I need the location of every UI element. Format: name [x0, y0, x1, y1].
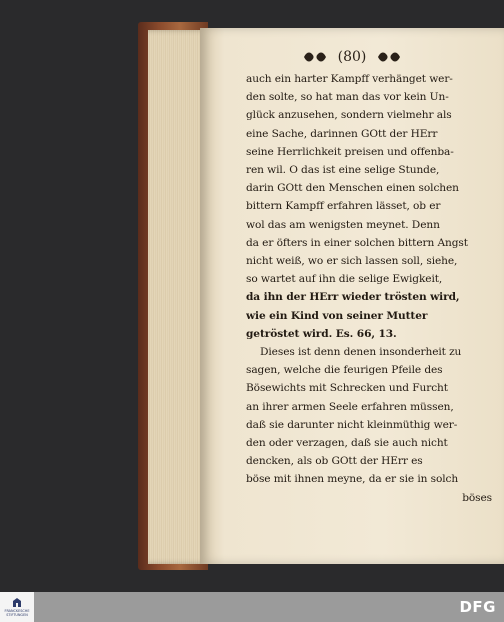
- text-line: seine Herrlichkeit preisen und offenba-: [246, 145, 454, 158]
- text-line: an ihrer armen Seele erfahren müssen,: [246, 400, 454, 413]
- library-logo[interactable]: [0, 592, 34, 622]
- text-line: darin GOtt den Menschen einen solchen: [246, 182, 459, 195]
- book: [138, 22, 504, 570]
- text-line: so wartet auf ihn die selige Ewigkeit,: [246, 273, 443, 286]
- text-line: bittern Kampff erfahren lässet, ob er: [246, 200, 441, 213]
- dfg-logo[interactable]: DFG: [459, 598, 496, 616]
- text-line: den solte, so hat man das vor kein Un-: [246, 91, 449, 104]
- page-header: [200, 46, 504, 68]
- right-ornament-icon: [376, 50, 402, 64]
- text-line: daß sie darunter nicht kleinmüthig wer-: [246, 418, 458, 431]
- text-line: nicht weiß, wo er sich lassen soll, siehe,: [246, 255, 458, 268]
- text-line: Bösewichts mit Schrecken und Furcht: [246, 382, 448, 395]
- text-line: da er öfters in einer solchen bittern Angst: [246, 236, 468, 249]
- page-text: [246, 70, 496, 507]
- text-line: wie ein Kind von seiner Mutter: [246, 309, 428, 322]
- text-line: den oder verzagen, daß sie auch nicht: [246, 437, 448, 450]
- text-line: böse mit ihnen meyne, da er sie in solch: [246, 473, 459, 486]
- text-line: Dieses ist denn denen insonderheit zu: [260, 346, 462, 359]
- text-line: da ihn der HErr wieder trösten wird,: [246, 291, 460, 304]
- text-line: wol das am wenigsten meynet. Denn: [246, 218, 440, 231]
- text-line: sagen, welche die feurigen Pfeile des: [246, 364, 443, 377]
- text-line: auch ein harter Kampff verhänget wer-: [246, 73, 453, 85]
- text-line: dencken, als ob GOtt der HErr es: [246, 455, 423, 468]
- logo-text-2: STIFTUNGEN: [6, 613, 28, 617]
- text-line: böses: [462, 491, 492, 504]
- book-page: [200, 28, 504, 564]
- text-line: getröstet wird. Es. 66, 13.: [246, 327, 397, 340]
- left-ornament-icon: [302, 50, 328, 64]
- viewer-footer-bar: [0, 592, 504, 622]
- text-line: eine Sache, darinnen GOtt der HErr: [246, 127, 438, 140]
- text-line: glück anzusehen, sondern vielmehr als: [246, 109, 452, 122]
- text-line: ren wil. O das ist eine selige Stunde,: [246, 164, 440, 177]
- logo-text-1: FRANCKESCHE: [4, 609, 30, 613]
- page-number: (80): [337, 49, 367, 65]
- library-emblem-icon: [11, 597, 23, 609]
